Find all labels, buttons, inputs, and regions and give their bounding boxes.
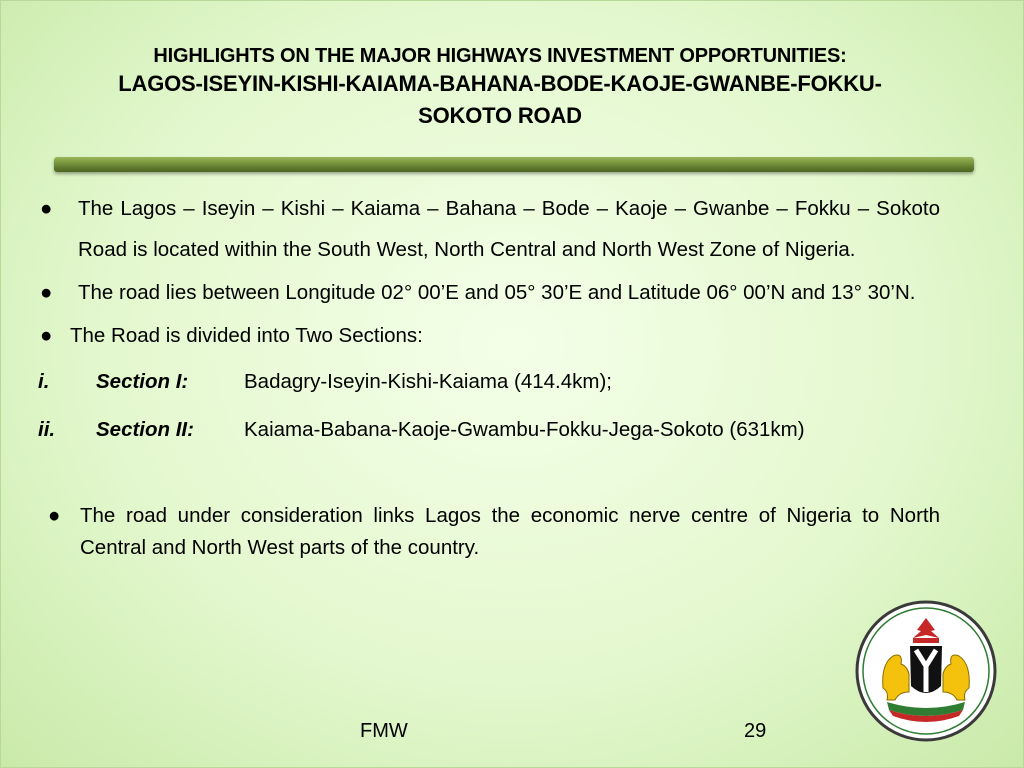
bullet-text: The road lies between Longitude 02° 00’E and 05° 30’E and Latitude 06° 00’N and 13° 30’N. [78, 281, 916, 304]
section-description: Kaiama-Babana-Kaoje-Gwambu-Fokku-Jega-Sokoto (631km) [244, 418, 805, 441]
section-number: i. [38, 370, 50, 393]
footer-label: FMW [360, 720, 408, 742]
bullet-sections-intro [38, 315, 940, 356]
section-description: Badagry-Iseyin-Kishi-Kaiama (414.4km); [244, 370, 612, 393]
page-number: 29 [744, 720, 767, 742]
bullet-coordinates [38, 272, 940, 313]
bullet-dot-icon: ● [40, 281, 53, 304]
bullet-text: The Road is divided into Two Sections: [70, 324, 423, 347]
nigeria-coat-of-arms-icon [855, 600, 997, 742]
slide-title [60, 44, 940, 132]
bullet-text: The road under consideration links Lagos the economic nerve centre of Nigeria to North Central and North West parts of the country. [80, 504, 940, 559]
bullet-text: The Lagos – Iseyin – Kishi – Kaiama – Bahana – Bode – Kaoje – Gwanbe – Fokku – Sokoto Road is located within the South West, North Central and North West Zone of Nigeria. [78, 197, 940, 261]
section-item-1 [38, 358, 940, 406]
section-item-2 [38, 406, 940, 494]
section-number: ii. [38, 418, 56, 441]
slide-body [38, 188, 940, 566]
bullet-location [38, 188, 940, 270]
title-line-3: SOKOTO ROAD [418, 103, 582, 128]
title-line-1: HIGHLIGHTS ON THE MAJOR HIGHWAYS INVESTMENT OPPORTUNITIES: [153, 45, 847, 67]
section-label: Section I: [96, 370, 189, 393]
bullet-dot-icon: ● [48, 504, 61, 527]
bullet-dot-icon: ● [40, 324, 53, 347]
bullet-links [38, 500, 940, 564]
title-line-2: LAGOS-ISEYIN-KISHI-KAIAMA-BAHANA-BODE-KAOJE-GWANBE-FOKKU- [118, 71, 882, 96]
title-divider-bar [54, 157, 974, 172]
bullet-dot-icon: ● [40, 197, 53, 220]
section-label: Section II: [96, 418, 194, 441]
